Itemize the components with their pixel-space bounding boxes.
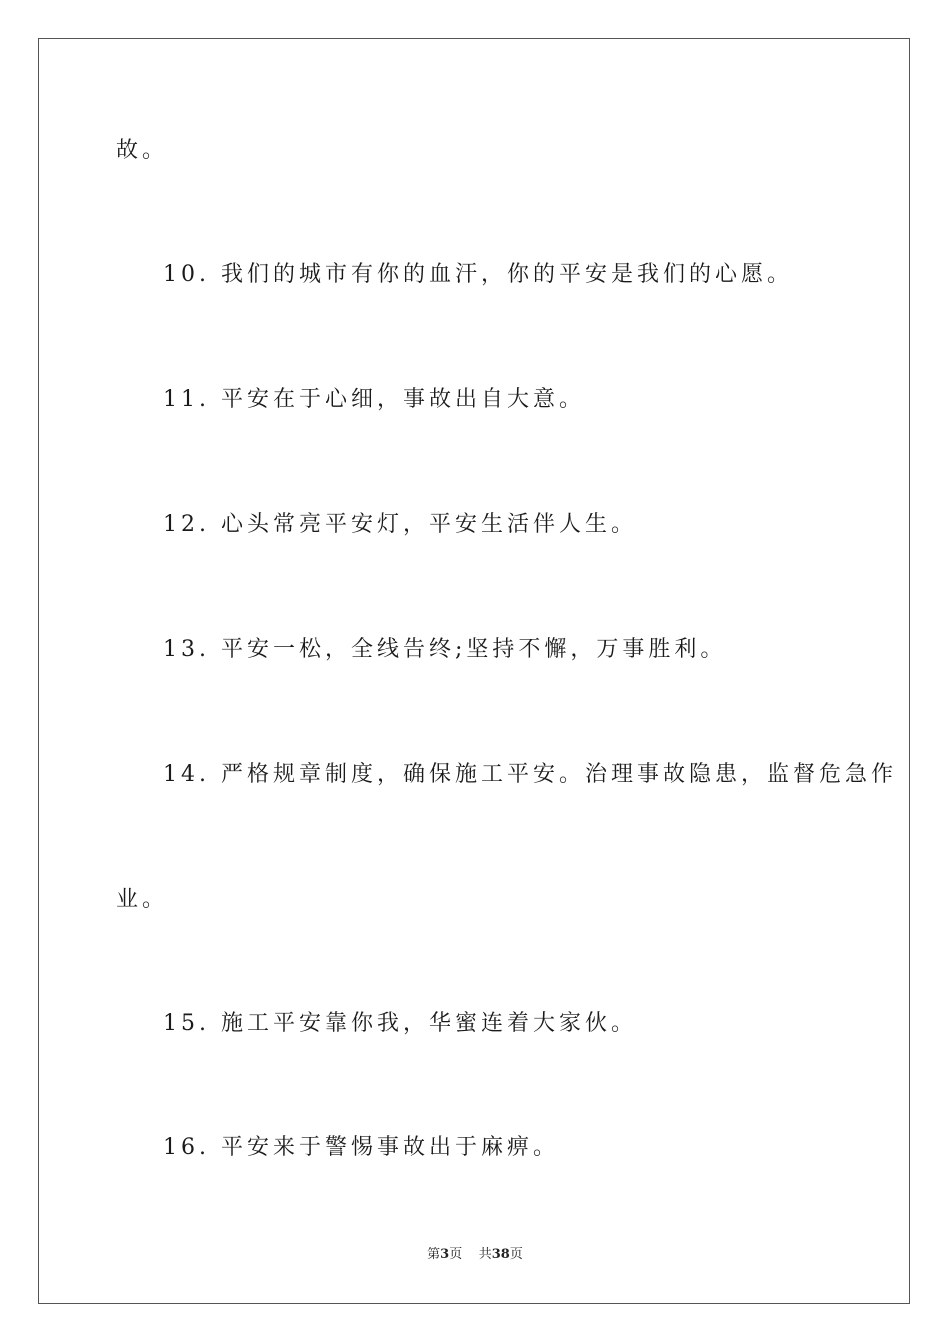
list-item-14-continuation: 业。 (116, 887, 169, 912)
total-label-prefix: 共 (478, 1247, 492, 1262)
total-label-suffix: 页 (509, 1247, 523, 1262)
page-label-prefix: 第 (427, 1247, 441, 1262)
page-footer (0, 1246, 950, 1264)
list-item-16: 16. 平安来于警惕事故出于麻痹。 (163, 1135, 559, 1160)
page-label-suffix: 页 (449, 1247, 463, 1262)
total-pages: 38 (491, 1247, 510, 1262)
list-item-12: 12. 心头常亮平安灯，平安生活伴人生。 (163, 512, 637, 537)
page-border (38, 38, 910, 1304)
list-item-13: 13. 平安一松，全线告终;坚持不懈，万事胜利。 (163, 637, 727, 662)
list-item-15: 15. 施工平安靠你我，华蜜连着大家伙。 (163, 1011, 637, 1036)
page-number: 3 (440, 1247, 450, 1262)
list-item-11: 11. 平安在于心细，事故出自大意。 (163, 387, 585, 412)
list-item-10: 10. 我们的城市有你的血汗，你的平安是我们的心愿。 (163, 262, 793, 287)
text-line-continuation: 故。 (116, 138, 169, 163)
list-item-14: 14. 严格规章制度，确保施工平安。治理事故隐患，监督危急作 (163, 762, 897, 787)
